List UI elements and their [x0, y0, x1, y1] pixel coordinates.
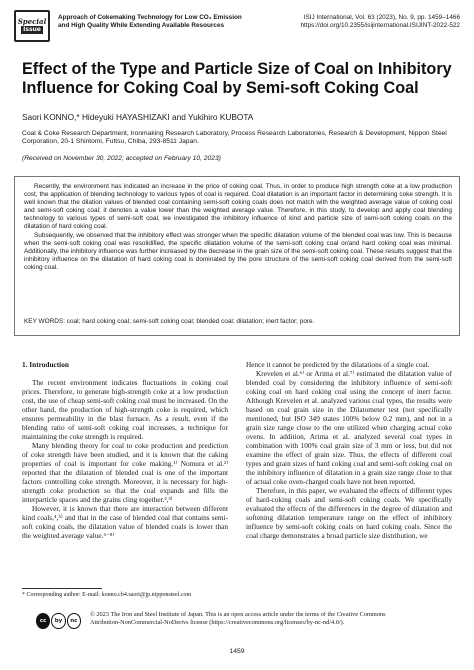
special-issue-title-line-1: Approach of Cokemaking Technology for Low CO₂ Emission: [58, 14, 242, 21]
body-paragraph: Hence it cannot be predicted by the dilatations of a single coal.: [246, 360, 430, 369]
affiliation: Coal & Coke Research Department, Ironmaking Research Laboratory, Process Research Laboratories, Research & Development, Nippon Steel Corporation, 20-1 Shintomi, Futtsu, Chiba, 293-8511 Japan.: [22, 130, 447, 146]
article-title: Effect of the Type and Particle Size of Coal on Inhibitory Influence for Coking Coal by Semi-soft Coking Coal: [22, 60, 452, 97]
body-paragraph: The recent environment indicates fluctuations in coking coal prices. Therefore, to generate high-strength coke at a low production cost, the use of cheap semi-soft coking coal must be increased. On the other hand, the production of high-strength coke is required, which ensures permeability in the blast furnace. As a result, even if the blending ratio of semi-soft coking coal increases, a technique for maintaining the coke strength is required.: [22, 378, 228, 441]
body-paragraph: Many blending theory for coal to coke production and prediction of coke strength have been studied, and it is known that the caking properties of coal is important for coke making.¹⁾ Nomura et al.²⁾ reported that the dilatation of blended coal is one of the important factors controlling coke strength. Moreover, it is necessary for high-strength coke production so that the coal expands and fills the interparticle spaces and the grains cling together.²,³⁾: [22, 441, 228, 504]
special-issue-logo: [14, 10, 50, 42]
received-dates: (Received on November 30, 2022; accepted on February 10, 2023): [22, 155, 221, 162]
keywords: KEY WORDS: coal; hard coking coal; semi-soft coking coal; blended coal; dilatation; inert factor; pore.: [24, 318, 315, 325]
doi-link[interactable]: https://doi.org/10.2355/isijinternational.ISIJINT-2022-522: [300, 22, 460, 29]
abstract-paragraph-1: Recently, the environment has indicated an increase in the price of coking coal. Thus, in order to produce high strength coke at a low production cost, the application of blending technology to various types of coal is required. Coal dilatation is an important factor in determining coke strength. It is well known that the dilation values of blended coal containing semi-soft coking coals does not match with the weighted average value of coking coal and semi-soft coking coal; it denotes a value lower than the weighted average value. Therefore, in this study, to develop and apply coal blending technology to various types of semi-soft coal, we investigated the inhibitory influence of kind and particle size of semi-soft coking coals on the dilatation of hard coking coal.: [24, 183, 452, 231]
corresponding-author-footnote: * Corresponding author: E-mail: konno.cb4.saori@jp.nipponsteel.com: [22, 592, 192, 598]
body-column-left: [22, 360, 228, 540]
logo-line-2: Issue: [23, 26, 41, 33]
cc-icon: cc: [36, 613, 50, 629]
body-column-right: [246, 360, 452, 540]
body-paragraph: Krevelen et al.⁶⁾ or Arima et al.⁷⁾ estimated the dilatation value of blended coal by considering the inhibitory influence of semi-soft coking coal on hard coking coal using the concept of inert factor. Although Krevelen et al. analyzed various coal types, the results were based on coal grain size in the Dilatometer test (not specifically mentioned, but ISO 349 states 100% below 0.2 mm), and not in a grain size range close to the one utilized when charging actual coke ovens. In addition, Arima et al. analyzed several coal types in combination with 100% coal grain size of 3 mm or less, but did not examine the effect of grain size. Thus, the effects of different coal types and grain sizes of hard coking coal and semi-soft coking coal on the inhibitory influence of dilatation in a grain size range close to that of actual coke oven-charged coals have not been reported.: [246, 369, 452, 486]
journal-citation: ISIJ International, Vol. 63 (2023), No. 9, pp. 1459–1466: [303, 14, 460, 21]
noncommercial-icon: nc: [67, 613, 81, 629]
logo-line-1: Special: [17, 17, 47, 26]
citation-info: [270, 14, 460, 30]
section-heading-introduction: 1. Introduction: [22, 360, 69, 369]
body-paragraph: However, it is known that there are interaction between different kind coals,⁴,⁵⁾ and that in the case of blended coal that contains semi-soft coking coals, the dilatation value of blended coals is lower than the weighted average value.⁶⁻⁸⁾: [22, 504, 228, 540]
copyright-line: © 2023 The Iron and Steel Institute of Japan. This is an open access article under the terms of the Creative Commons: [90, 611, 386, 618]
body-paragraph: Therefore, in this paper, we evaluated the effects of different types of hard-coking coals and semi-soft coking coals. We specifically evaluated the effects of the differences in the degree of dilatation and softening dilatation temperature range on the effect of inhibitory influence by semi-soft coking coals on hard coking coals. Since the coal charge demonstrates a broad particle size distribution, we: [246, 486, 452, 540]
journal-header: [14, 10, 460, 44]
license-link-line[interactable]: Attribution-NonCommercial-NoDerivs license (https://creativecommons.org/licenses/by-nc-nd/4.0/).: [90, 619, 345, 627]
creative-commons-icon: [36, 613, 82, 629]
license-text: [90, 611, 450, 628]
abstract: [24, 183, 452, 272]
special-issue-title-line-2: and High Quality While Extending Available Resources: [58, 22, 225, 29]
page-number: 1459: [229, 648, 245, 655]
abstract-paragraph-2: Subsequently, we observed that the inhibitory effect was stronger when the specific dilatation volume of the blended coal was low. This is because when the semi-soft coking coal was resolidified, the specific dilatation volume of the semi-soft coking coal or/and hard coking coal was minimal. Additionally, the inhibitory influence was further increased by the decrease in the grain size of the semi-soft coking coal. These results suggest that the inhibitory influence on the dilatation of hard coking coal is dominated by the pore structure of the semi-soft coking coal derived from the semi-soft coking coal.: [24, 231, 452, 271]
attribution-icon: by: [51, 613, 65, 629]
footnote-divider: [22, 588, 102, 589]
special-issue-title: [58, 14, 258, 30]
author-list: Saori KONNO,* Hideyuki HAYASHIZAKI and Yukihiro KUBOTA: [22, 112, 254, 122]
